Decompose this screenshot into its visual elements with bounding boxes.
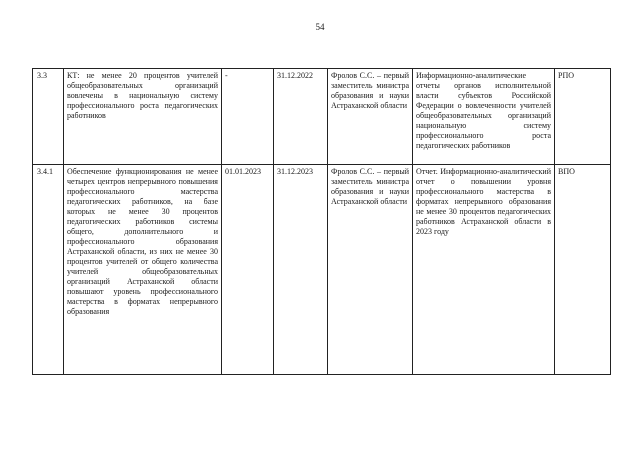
row-number-cell: 3.4.1 xyxy=(33,165,64,375)
row-number-cell: 3.3 xyxy=(33,69,64,165)
responsible-cell: Фролов С.С. – первый заместитель министра образования и науки Астраханской области xyxy=(328,69,413,165)
plan-table xyxy=(32,68,611,375)
table-row xyxy=(33,69,611,165)
end-date-cell: 31.12.2023 xyxy=(274,165,328,375)
description-cell: Обеспечение функционирования не менее четырех центров непрерывного повышения профессионального мастерства педагогических работников, на базе которых не менее 30 процентов педагогических работников системы общего, дополнительного и профессионального образования Астраханской области, из них не менее 30 процентов учителей от общего количества учителей общеобразовательных организаций Астраханской области повышают уровень профессионального мастерства в форматах непрерывного образования xyxy=(64,165,222,375)
level-cell: ВПО xyxy=(555,165,611,375)
end-date-cell: 31.12.2022 xyxy=(274,69,328,165)
level-cell: РПО xyxy=(555,69,611,165)
start-date-cell: - xyxy=(222,69,274,165)
description-cell: КТ: не менее 20 процентов учителей общеобразовательных организаций вовлечены в национальную систему профессионального роста педагогических работников xyxy=(64,69,222,165)
responsible-cell: Фролов С.С. – первый заместитель министра образования и науки Астраханской области xyxy=(328,165,413,375)
start-date-cell: 01.01.2023 xyxy=(222,165,274,375)
document-cell: Информационно-аналитические отчеты органов исполнительной власти субъектов Российской Федерации о вовлеченности учителей общеобразовательных организаций национальную систему профессионального роста педагогических работников xyxy=(413,69,555,165)
document-cell: Отчет. Информационно-аналитический отчет о повышении уровня профессионального мастерства в форматах непрерывного образования не менее 30 процентов педагогических работников Астраханской области в 2023 году xyxy=(413,165,555,375)
table-row xyxy=(33,165,611,375)
page-number: 54 xyxy=(315,22,325,32)
